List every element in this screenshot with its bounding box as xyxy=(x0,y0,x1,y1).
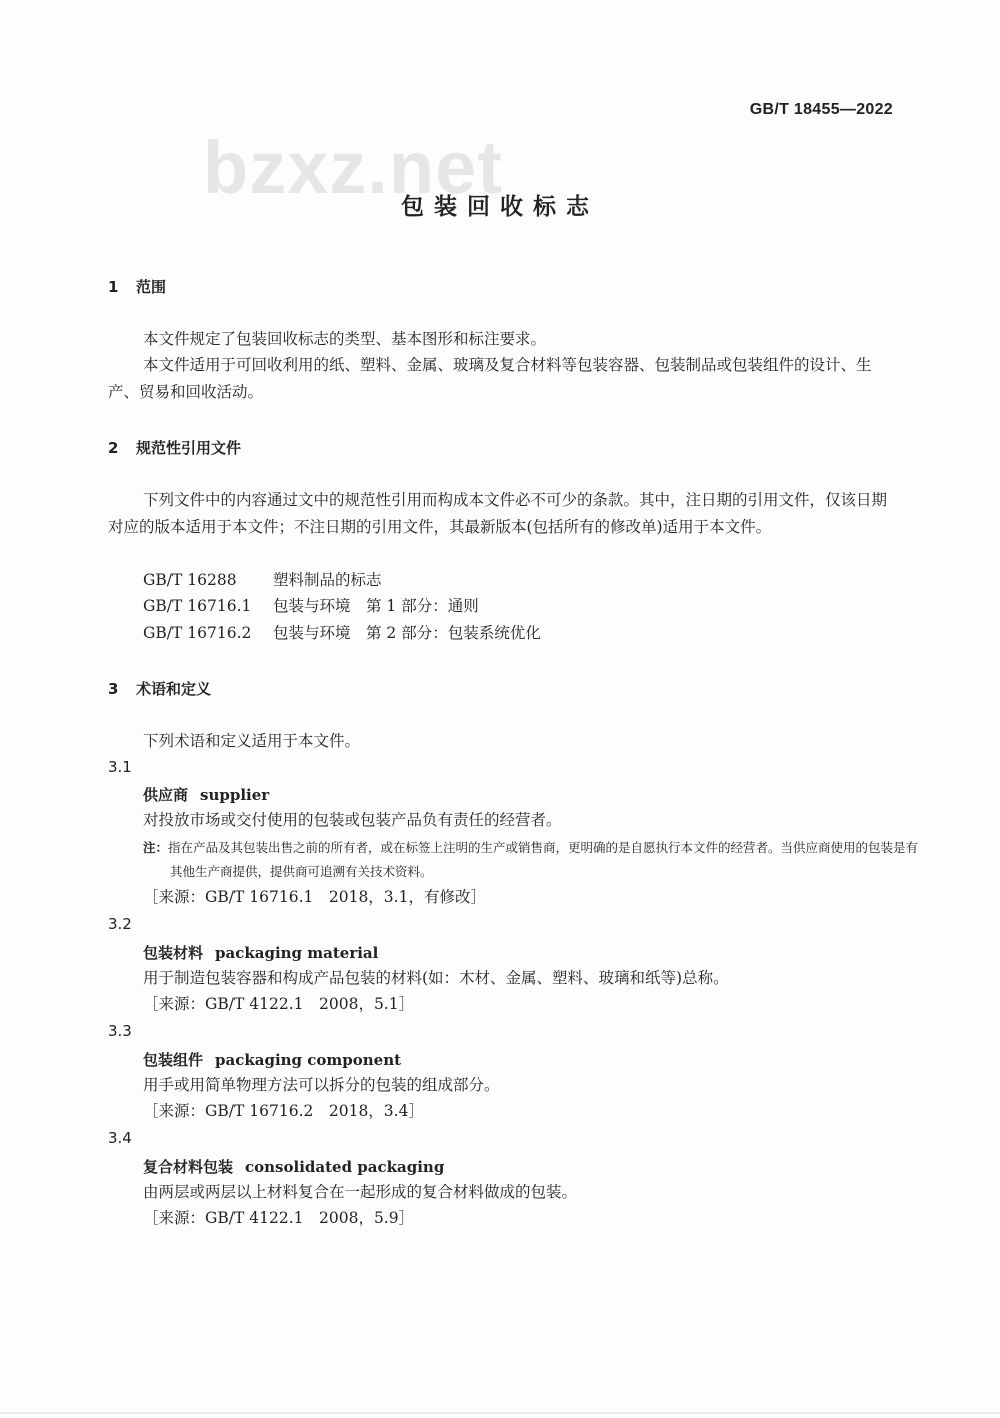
section-number: 1 xyxy=(108,278,119,296)
reference-title: 包装与环境 第 2 部分：包装系统优化 xyxy=(273,624,541,642)
reference-code: GB/T 16288 xyxy=(143,571,237,589)
term-english: consolidated packaging xyxy=(245,1158,445,1176)
reference-code: GB/T 16716.2 xyxy=(143,624,252,642)
reference-item xyxy=(143,620,541,647)
page-bottom-edge xyxy=(0,1412,1000,1414)
section-number: 2 xyxy=(108,439,119,457)
term-source: ［来源：GB/T 4122.1 2008，5.9］ xyxy=(143,1209,415,1227)
section-title: 规范性引用文件 xyxy=(136,439,242,457)
term-name: 包装材料 xyxy=(143,944,204,962)
note-label: 注： xyxy=(143,840,169,855)
term-english: supplier xyxy=(200,786,270,804)
term-heading xyxy=(143,1156,444,1177)
reference-code: GB/T 16716.1 xyxy=(143,597,252,615)
term-english: packaging material xyxy=(215,944,379,962)
term-source: ［来源：GB/T 4122.1 2008，5.1］ xyxy=(143,995,415,1013)
note-text: 指在产品及其包装出售之前的所有者，或在标签上注明的生产或销售商，更明确的是自愿执行本文件的经营者。当供应商使用的包装是有其他生产商提供，提供商可追溯有关技术资料。 xyxy=(168,840,919,879)
term-number: 3.4 xyxy=(108,1129,132,1147)
scope-paragraph-2: 本文件适用于可回收利用的纸、塑料、金属、玻璃及复合材料等包装容器、包装制品或包装组件的设计、生产、贸易和回收活动。 xyxy=(108,356,872,401)
term-number: 3.3 xyxy=(108,1022,132,1040)
section-title: 术语和定义 xyxy=(136,680,212,698)
reference-item xyxy=(143,567,382,594)
reference-item xyxy=(143,593,479,620)
term-source: ［来源：GB/T 16716.1 2018，3.1，有修改］ xyxy=(143,888,486,906)
term-number: 3.1 xyxy=(108,758,132,776)
section-title: 范围 xyxy=(136,278,167,296)
term-note xyxy=(143,836,920,884)
standard-code: GB/T 18455—2022 xyxy=(749,101,893,118)
section-heading-scope xyxy=(108,276,166,297)
term-name: 供应商 xyxy=(143,786,189,804)
term-name: 包装组件 xyxy=(143,1051,204,1069)
section-number: 3 xyxy=(108,680,119,698)
term-heading xyxy=(143,942,378,963)
term-definition: 用手或用简单物理方法可以拆分的包装的组成部分。 xyxy=(143,1076,500,1094)
term-definition: 用于制造包装容器和构成产品包装的材料(如：木材、金属、塑料、玻璃和纸等)总称。 xyxy=(143,969,729,987)
term-source: ［来源：GB/T 16716.2 2018，3.4］ xyxy=(143,1102,424,1120)
term-heading xyxy=(143,1049,401,1070)
scope-paragraph-1: 本文件规定了包装回收标志的类型、基本图形和标注要求。 xyxy=(143,330,547,348)
watermark: bzxz.net xyxy=(203,126,503,209)
reference-title: 塑料制品的标志 xyxy=(273,571,382,589)
term-heading xyxy=(143,784,269,805)
term-definition: 对投放市场或交付使用的包装或包装产品负有责任的经营者。 xyxy=(143,811,562,829)
term-definition: 由两层或两层以上材料复合在一起形成的复合材料做成的包装。 xyxy=(143,1183,578,1201)
terms-intro: 下列术语和定义适用于本文件。 xyxy=(143,732,361,750)
term-name: 复合材料包装 xyxy=(143,1158,234,1176)
reference-title: 包装与环境 第 1 部分：通则 xyxy=(273,597,479,615)
section-heading-normative-references xyxy=(108,437,241,458)
section-heading-terms xyxy=(108,678,211,699)
document-title: 包装回收标志 xyxy=(401,194,599,220)
references-paragraph: 下列文件中的内容通过文中的规范性引用而构成本文件必不可少的条款。其中，注日期的引用文件，仅该日期对应的版本适用于本文件；不注日期的引用文件，其最新版本(包括所有的修改单)适用于本文件。 xyxy=(108,491,888,536)
term-number: 3.2 xyxy=(108,915,132,933)
term-english: packaging component xyxy=(215,1051,402,1069)
